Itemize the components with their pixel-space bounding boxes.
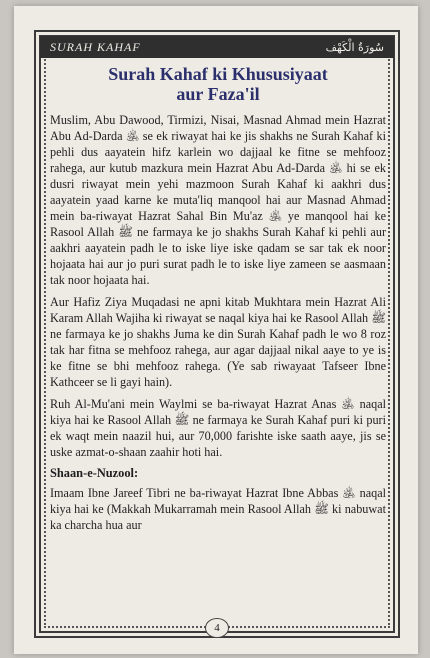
paragraph-4: Imaam Ibne Jareef Tibri ne ba-riwayat Hazrat Ibne Abbas ﵁ naqal kiya hai ke (Makkah Mukarramah mein Rasool Allah ﷺ ki nabuwat ka charcha hua aur [50,486,386,532]
paragraph-2: Aur Hafiz Ziya Muqadasi ne apni kitab Mukhtara mein Hazrat Ali Karam Allah Wajiha ki riwayat se naqal kiya hai ke Rasool Allah ﷺ ne farmaya ke jo shakhs Juma ke din Surah Kahaf padh le wo 8 roz tak har fitna se mehfooz rahega, aur agar dajjaal nikal aaye to ye is ke fitne se bhi mehfooz rahega. (Ye sab riwayaat Tafseer Ibne Kathceer se li gayi hain). [50,295,386,389]
page-title [50,64,386,104]
title-line-1: Surah Kahaf ki Khususiyaat [108,64,328,84]
section-subheading: Shaan-e-Nuzool: [50,466,139,480]
running-header [40,36,394,58]
header-title: SURAH KAHAF [50,39,141,54]
paragraph-1: Muslim, Abu Dawood, Tirmizi, Nisai, Masnad Ahmad mein Hazrat Abu Ad-Darda ﵁ se ek riwayat hai ke jis shakhs ne Surah Kahaf ki pehli dus aayatein hifz karlein wo dajjaal ke fitne se mehfooz rahega, aur kutub mazkura mein Hazrat Abu Ad-Darda ﵁ hi se ek dusri riwayat mein yehi mazmoon Surah Kahaf ki aakhri dus aayatein yaad karne ke muta'liq manqool hai aur Masnad Ahmad mein ba-riwayat Hazrat Sahal Bin Mu'az ﵁ ye manqool hai ke Rasool Allah ﷺ ne farmaya ke jo shakhs Surah Kahaf ki pehli aur aakhri aayatein padh le to iske liye iske qadam se sar tak ek noor hojaata hai aur jo puri surat padh le to iske liye zameen se aasmaan tak noor hojaata hai. [50,113,386,287]
title-line-2: aur Faza'il [176,84,260,104]
header-arabic-title: سُورَةُ الْكَهْف [325,40,384,54]
page-content [50,64,386,539]
paragraph-3: Ruh Al-Mu'ani mein Waylmi se ba-riwayat Hazrat Anas ﵁ naqal kiya hai ke Rasool Allah ﷺ ne farmaya ke Surah Kahaf puri ki puri ek waqt mein naazil hui, aur 70,000 farishte iske saath aaye, jis se uske azmat-o-shaan zaahir hoti hai. [50,397,386,459]
page-number: 4 [205,618,229,638]
